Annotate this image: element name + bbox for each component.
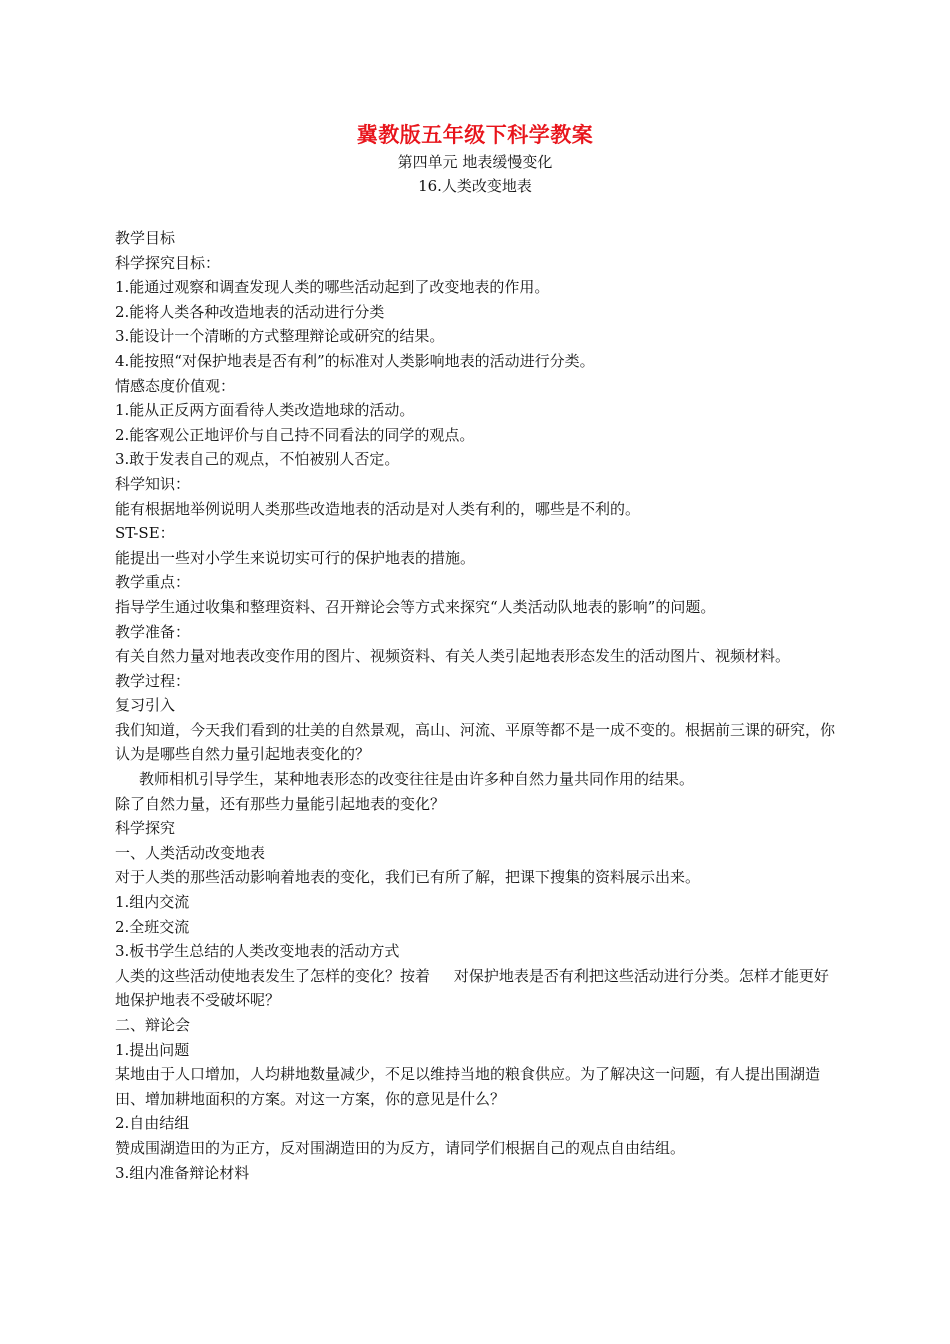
list-item: 3.能设计一个清晰的方式整理辩论或研究的结果。	[115, 327, 445, 346]
subheading-process: 教学过程：	[115, 671, 191, 690]
unit-subtitle: 第四单元 地表缓慢变化	[397, 153, 553, 171]
list-item: 1.组内交流	[115, 893, 190, 912]
paragraph: 我们知道，今天我们看到的壮美的自然景观，高山、河流、平原等都不是一成不变的。根据前三课的研究，你认为是哪些自然力量引起地表变化的？	[115, 720, 836, 764]
subheading-key-points: 教学重点：	[115, 573, 191, 592]
list-item: 4.能按照“对保护地表是否有利”的标准对人类影响地表的活动进行分类。	[115, 351, 595, 370]
subheading-review: 复习引入	[115, 696, 176, 715]
list-item: 2.能将人类各种改造地表的活动进行分类	[115, 302, 385, 321]
section-heading-debate: 二、辩论会	[115, 1016, 191, 1034]
list-item: 3.板书学生总结的人类改变地表的活动方式	[115, 942, 400, 961]
document-title: 冀教版五年级下科学教案	[356, 122, 594, 147]
document-body	[115, 226, 837, 1185]
lesson-subtitle: 16.人类改变地表	[418, 177, 532, 195]
subheading-inquiry-goals: 科学探究目标：	[115, 253, 221, 272]
subheading-attitudes: 情感态度价值观：	[115, 376, 236, 395]
paragraph: 对于人类的那些活动影响着地表的变化，我们已有所了解，把课下搜集的资料展示出来。	[115, 868, 701, 887]
paragraph: 赞成围湖造田的为正方，反对围湖造田的为反方，请同学们根据自己的观点自由结组。	[115, 1138, 686, 1157]
paragraph: 除了自然力量，还有那些力量能引起地表的变化？	[115, 794, 446, 813]
section-heading-human-activity: 一、人类活动改变地表	[115, 843, 266, 862]
subheading-preparation: 教学准备：	[115, 622, 191, 641]
section-heading-objectives: 教学目标	[115, 229, 176, 247]
paragraph: 能有根据地举例说明人类那些改造地表的活动是对人类有利的，哪些是不利的。	[115, 499, 641, 518]
paragraph: 人类的这些活动使地表发生了怎样的变化？按着 对保护地表是否有利把这些活动进行分类。怎样才能更好地保护地表不受破坏呢？	[115, 966, 829, 1010]
list-item: 2.全班交流	[115, 917, 190, 936]
subheading-science-inquiry: 科学探究	[115, 819, 176, 838]
list-item: 3.敢于发表自己的观点，不怕被别人否定。	[115, 450, 400, 469]
list-item: 2.自由结组	[115, 1114, 190, 1133]
paragraph: 有关自然力量对地表改变作用的图片、视频资料、有关人类引起地表形态发生的活动图片、视频材料。	[115, 647, 791, 666]
list-item: 1.提出问题	[115, 1040, 190, 1059]
subheading-st-se: ST-SE：	[115, 524, 175, 543]
list-item: 2.能客观公正地评价与自己持不同看法的同学的观点。	[115, 425, 475, 444]
subheading-knowledge: 科学知识：	[115, 474, 191, 493]
list-item: 1.能通过观察和调查发现人类的哪些活动起到了改变地表的作用。	[115, 278, 550, 297]
list-item: 3.组内准备辩论材料	[115, 1163, 250, 1182]
paragraph: 某地由于人口增加，人均耕地数量减少，不足以维持当地的粮食供应。为了解决这一问题，有人提出围湖造田、增加耕地面积的方案。对这一方案，你的意见是什么？	[115, 1065, 821, 1108]
document-header	[0, 120, 950, 198]
paragraph: 能提出一些对小学生来说切实可行的保护地表的措施。	[115, 548, 476, 567]
list-item: 1.能从正反两方面看待人类改造地球的活动。	[115, 401, 415, 420]
paragraph: 指导学生通过收集和整理资料、召开辩论会等方式来探究“人类活动队地表的影响”的问题。	[115, 597, 716, 616]
paragraph-indented: 教师相机引导学生，某种地表形态的改变往往是由许多种自然力量共同作用的结果。	[139, 770, 695, 789]
